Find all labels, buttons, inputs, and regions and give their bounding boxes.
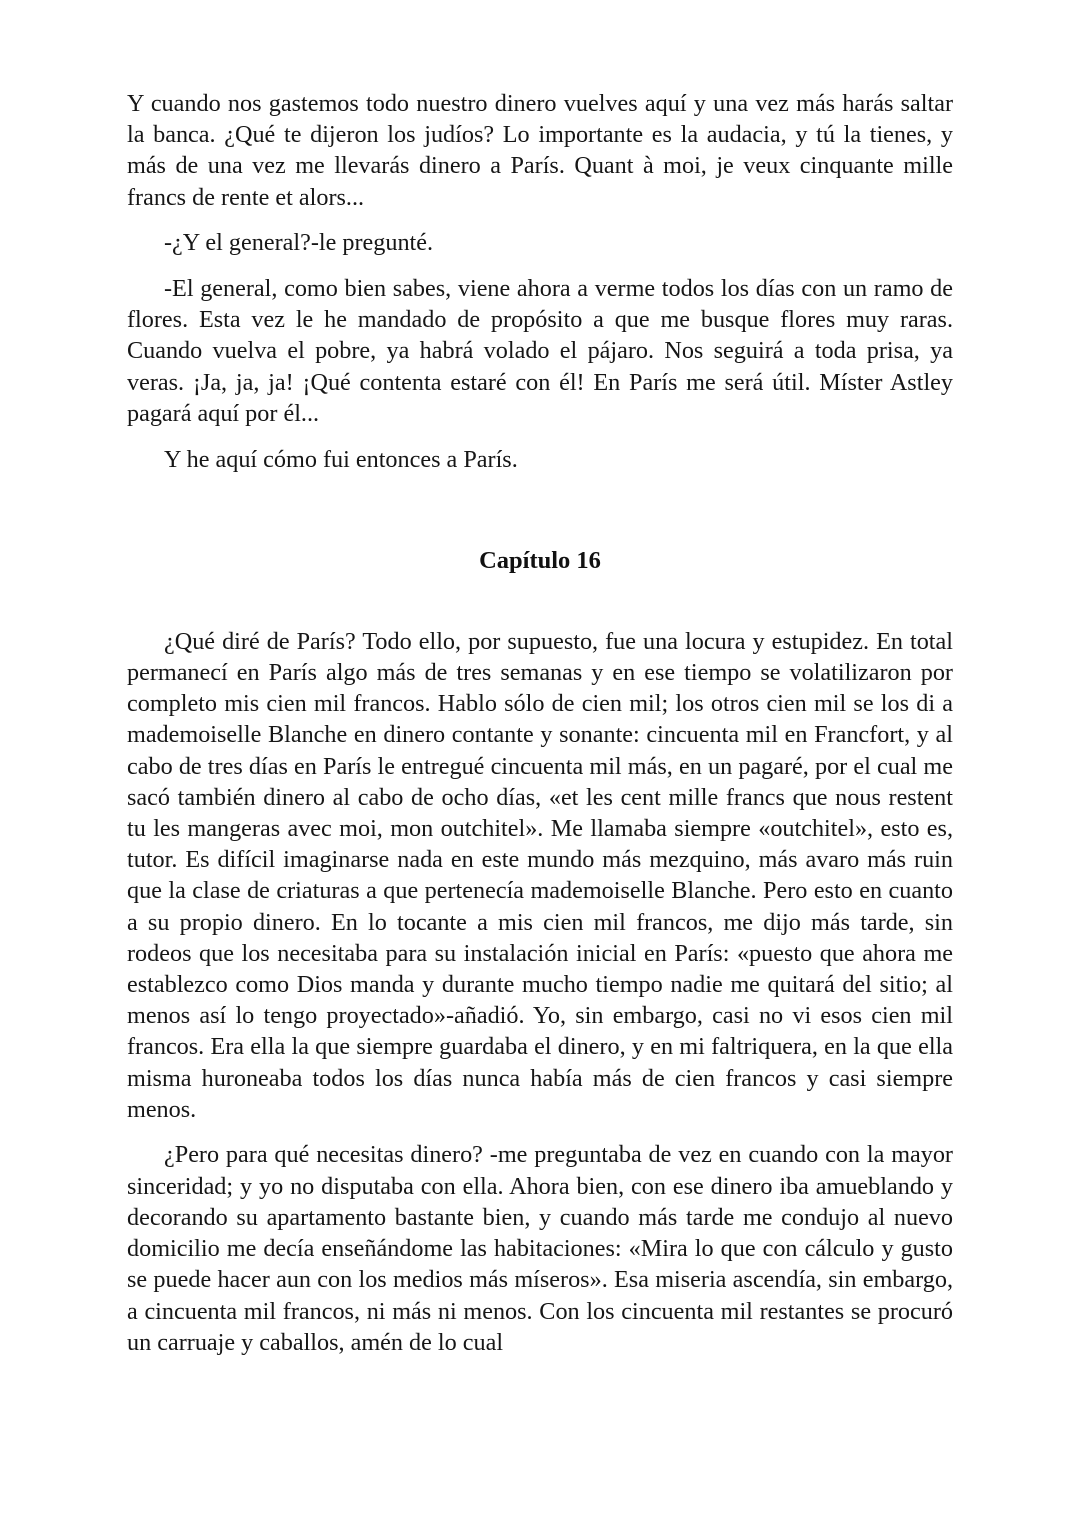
paragraph-dialogue-question: -¿Y el general?-le pregunté. [164,229,434,257]
paragraph-money: ¿Pero para qué necesitas dinero? -me preguntaba de vez en cuando con la mayor sinceridad; y yo no disputaba con ella. Ahora bien, con ese dinero iba amueblando y decorando su apartamento bastante bien, y cuando más tarde me condujo al nuevo domicilio me decía enseñándome las habitaciones: «Mira lo que con cálculo y gusto se puede hacer aun con los medios más míseros». Esa miseria ascendía, sin embargo, a cincuenta mil francos, ni más ni menos. Con los cincuenta mil restantes se procuró un carruaje y caballos, amén de lo cual [127,1141,953,1356]
paragraph-continuation: Y cuando nos gastemos todo nuestro dinero vuelves aquí y una vez más harás saltar la banca. ¿Qué te dijeron los judíos? Lo importante es la audacia, y tú la tienes, y más de una vez me llevarás dinero a París. Quant à moi, je veux cinquante mille francs de rente et alors... [127,90,953,211]
paragraph-closing: Y he aquí cómo fui entonces a París. [164,445,518,473]
paragraph-paris: ¿Qué diré de París? Todo ello, por supuesto, fue una locura y estupidez. En total permanecí en París algo más de tres semanas y en ese tiempo se volatilizaron por completo mis cien mil francos. Hablo sólo de cien mil; los otros cien mil se los di a mademoiselle Blanche en dinero contante y sonante: cincuenta mil en Francfort, y al cabo de tres días en París le entregué cincuenta mil más, en un pagaré, por el cual me sacó también dinero al cabo de ocho días, «et les cent mille francs que nous restent tu les mangeras avec moi, mon outchitel». Me llamaba siempre «outchitel», esto es, tutor. Es difícil imaginarse nada en este mundo más mezquino, más avaro más ruin que la clase de criaturas a que pertenecía mademoiselle Blanche. Pero esto en cuanto a su propio dinero. En lo tocante a mis cien mil francos, me dijo más tarde, sin rodeos que los necesitaba para su instalación inicial en París: «puesto que ahora me establezco como Dios manda y durante mucho tiempo nadie me quitará del sitio; al menos así lo tengo proyectado»-añadió. Yo, sin embargo, casi no vi esos cien mil francos. Era ella la que siempre guardaba el dinero, y en mi faltriquera, en la que ella misma huroneaba todos los días nunca había más de cien francos y casi siempre menos. [127,627,953,1123]
chapter-title: Capítulo 16 [479,546,601,574]
paragraph-dialogue-general: -El general, como bien sabes, viene ahora a verme todos los días con un ramo de flores. Esta vez le he mandado de propósito a que me busque flores muy raras. Cuando vuelva el pobre, ya habrá volado el pájaro. Nos seguirá a toda prisa, ya veras. ¡Ja, ja, ja! ¡Qué contenta estaré con él! En París me será útil. Míster Astley pagará aquí por él... [127,275,953,427]
document-page [127,88,953,1372]
